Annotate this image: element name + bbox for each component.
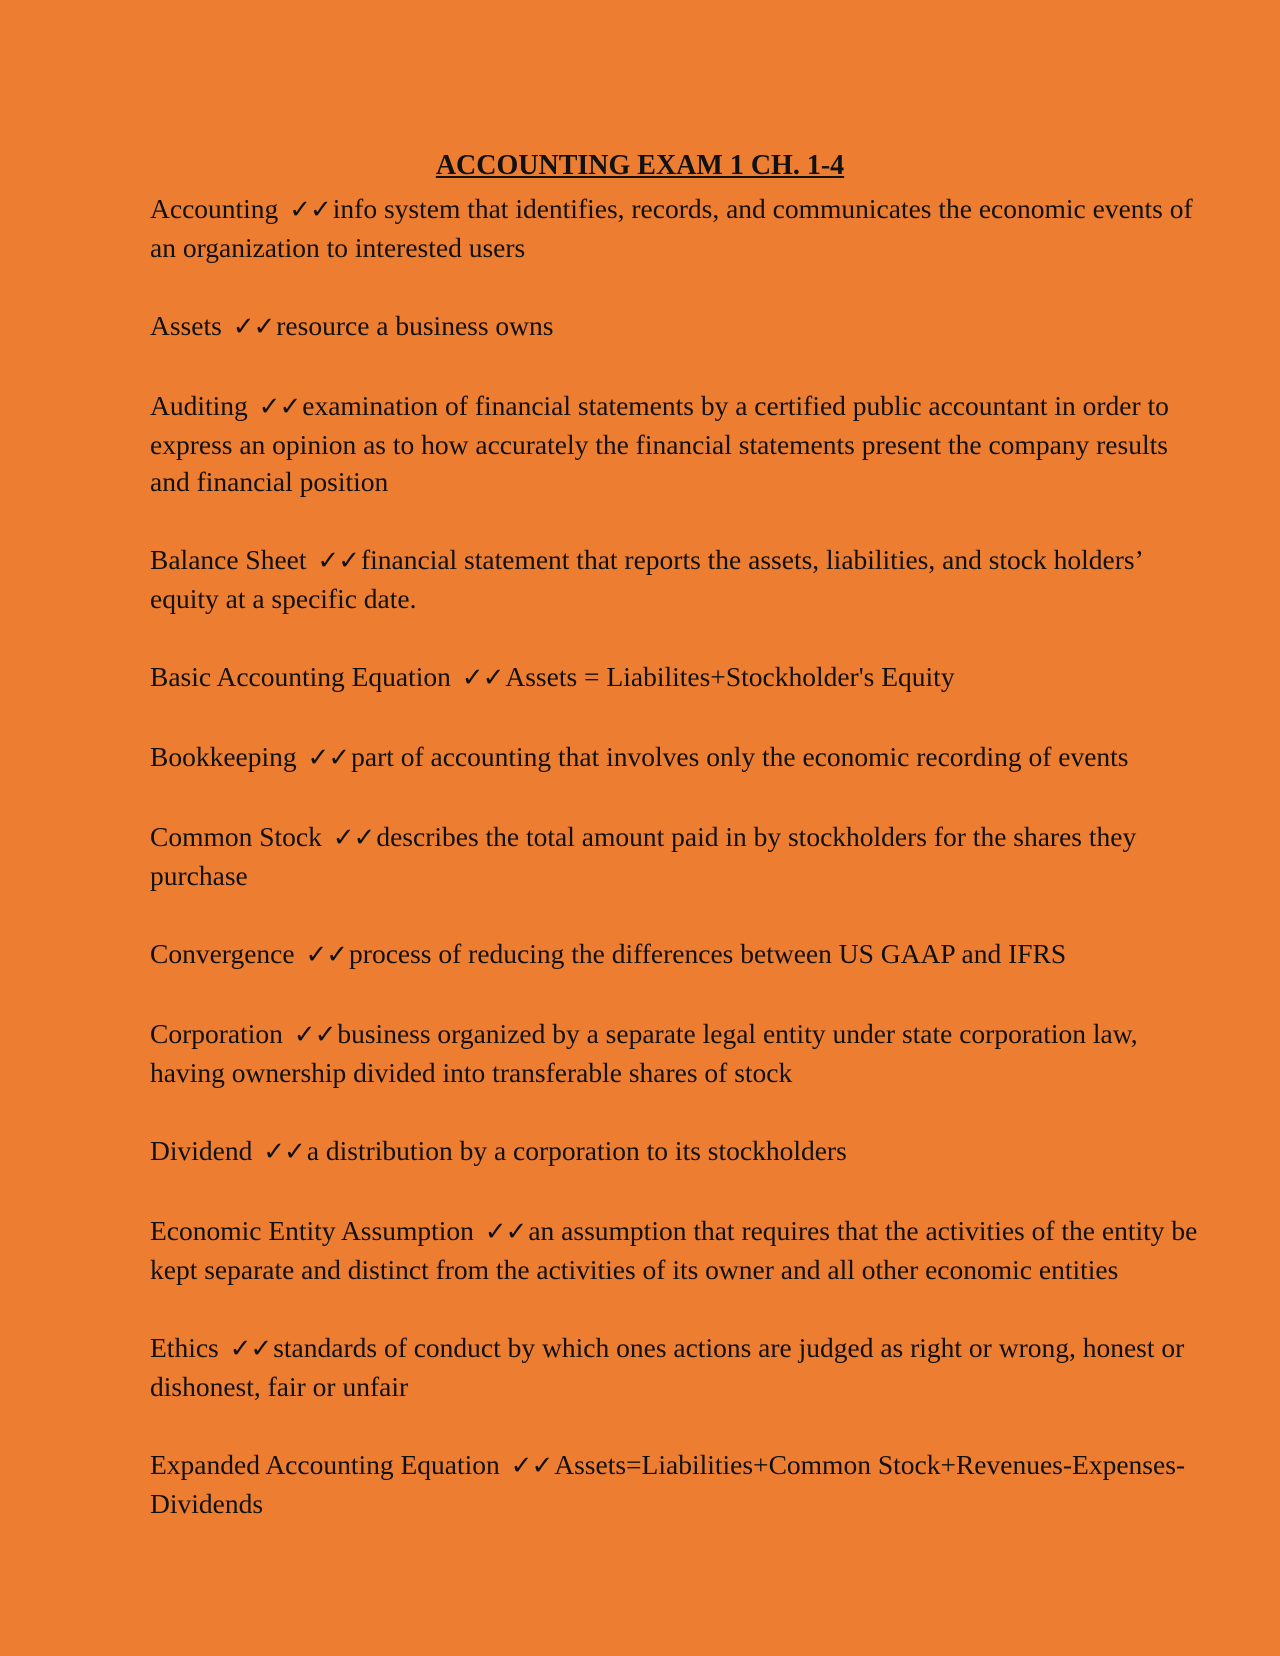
entry-convergence bbox=[150, 935, 1210, 974]
entry-term: Expanded Accounting Equation bbox=[150, 1449, 500, 1480]
entry-term: Common Stock bbox=[150, 821, 322, 852]
entry-dividend bbox=[150, 1132, 1210, 1171]
entry-definition: Assets=Liabilities+Common Stock+Revenues-Expenses-Dividends bbox=[150, 1449, 1186, 1519]
entry-definition: process of reducing the differences between US GAAP and IFRS bbox=[349, 938, 1067, 969]
entry-term: Assets bbox=[150, 310, 222, 341]
entry-definition: describes the total amount paid in by stockholders for the shares they purchase bbox=[150, 821, 1137, 891]
document-title: ACCOUNTING EXAM 1 CH. 1-4 bbox=[435, 150, 845, 181]
entry-term: Basic Accounting Equation bbox=[150, 661, 451, 692]
entry-definition: an assumption that requires that the activities of the entity be kept separate and distinct from the activities of its owner and all other economic entities bbox=[150, 1215, 1198, 1285]
entry-assets bbox=[150, 307, 1210, 346]
double-check-icon: ✓✓ bbox=[229, 1334, 272, 1364]
entry-definition: Assets = Liabilites+Stockholder's Equity bbox=[505, 661, 955, 692]
double-check-icon: ✓✓ bbox=[317, 546, 359, 576]
entry-definition: resource a business owns bbox=[276, 310, 554, 341]
entry-term: Convergence bbox=[150, 938, 295, 969]
entry-balance-sheet bbox=[150, 541, 1210, 617]
entry-common-stock bbox=[150, 818, 1210, 894]
entry-corporation bbox=[150, 1015, 1210, 1091]
entry-expanded-accounting-equation bbox=[150, 1446, 1210, 1522]
double-check-icon: ✓✓ bbox=[232, 312, 275, 342]
entry-term: Ethics bbox=[150, 1332, 219, 1363]
entry-economic-entity-assumption bbox=[150, 1212, 1210, 1288]
entry-definition: financial statement that reports the assets, liabilities, and stock holders’ equity at a specific date. bbox=[150, 544, 1142, 614]
double-check-icon: ✓✓ bbox=[263, 1137, 305, 1167]
entry-ethics bbox=[150, 1329, 1210, 1405]
double-check-icon: ✓✓ bbox=[289, 195, 331, 225]
double-check-icon: ✓✓ bbox=[461, 663, 504, 693]
double-check-icon: ✓✓ bbox=[510, 1451, 553, 1481]
entry-basic-accounting-equation bbox=[150, 658, 1210, 697]
entry-definition: a distribution by a corporation to its stockholders bbox=[306, 1135, 847, 1166]
double-check-icon: ✓✓ bbox=[332, 823, 375, 853]
double-check-icon: ✓✓ bbox=[293, 1020, 336, 1050]
entry-term: Dividend bbox=[150, 1135, 253, 1166]
entry-term: Balance Sheet bbox=[150, 544, 307, 575]
entry-term: Bookkeeping bbox=[150, 741, 297, 772]
entry-auditing bbox=[150, 387, 1210, 500]
entry-definition: part of accounting that involves only the economic recording of events bbox=[351, 741, 1129, 772]
entry-accounting bbox=[150, 190, 1210, 266]
entry-term: Accounting bbox=[150, 193, 279, 224]
double-check-icon: ✓✓ bbox=[258, 392, 301, 422]
double-check-icon: ✓✓ bbox=[307, 743, 350, 773]
entry-term: Corporation bbox=[150, 1018, 283, 1049]
double-check-icon: ✓✓ bbox=[305, 940, 348, 970]
entry-definition: info system that identifies, records, and communicates the economic events of an organization to interested users bbox=[150, 193, 1193, 263]
entry-definition: standards of conduct by which ones actions are judged as right or wrong, honest or dishonest, fair or unfair bbox=[150, 1332, 1185, 1402]
double-check-icon: ✓✓ bbox=[484, 1217, 527, 1247]
entry-bookkeeping bbox=[150, 738, 1210, 777]
entry-definition: business organized by a separate legal entity under state corporation law, having ownership divided into transferable shares of stock bbox=[150, 1018, 1138, 1088]
entry-term: Economic Entity Assumption bbox=[150, 1215, 474, 1246]
entry-definition: examination of financial statements by a certified public accountant in order to express an opinion as to how accurately the financial statements present the company results and financial position bbox=[150, 390, 1169, 497]
entry-term: Auditing bbox=[150, 390, 248, 421]
